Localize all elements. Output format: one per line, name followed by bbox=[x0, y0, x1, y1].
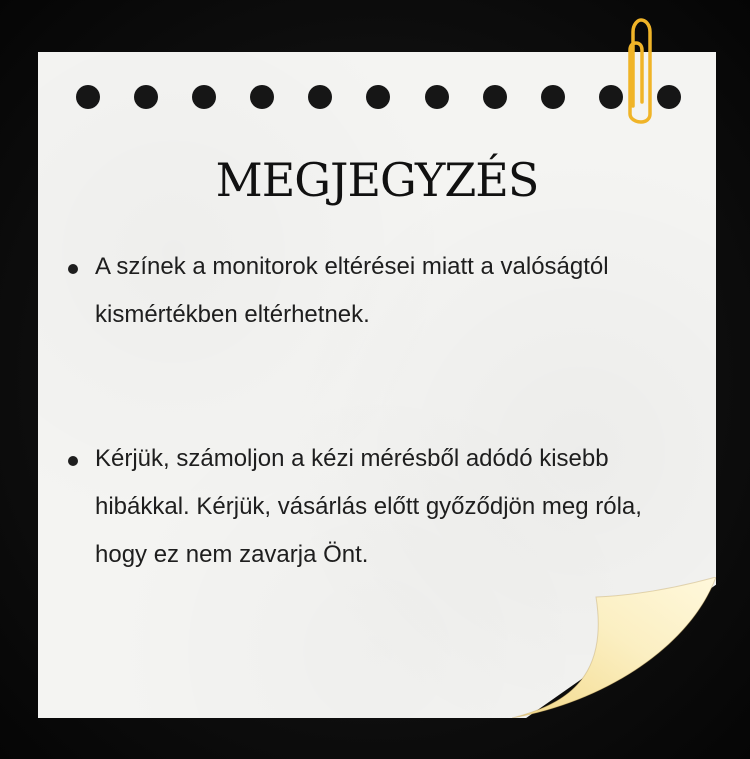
punch-hole-icon bbox=[541, 85, 565, 109]
punch-hole-icon bbox=[657, 85, 681, 109]
punch-hole-icon bbox=[366, 85, 390, 109]
paperclip-icon bbox=[624, 18, 658, 124]
list-item bbox=[64, 243, 644, 339]
note-text: Kérjük, számoljon a kézi mérésből adódó kisebb hibákkal. Kérjük, vásárlás előtt győződjön meg róla, hogy ez nem zavarja Önt. bbox=[95, 445, 642, 568]
punch-hole-icon bbox=[192, 85, 216, 109]
note-list bbox=[64, 243, 644, 579]
note-text: A színek a monitorok eltérései miatt a valóságtól kismértékben eltérhetnek. bbox=[95, 253, 609, 328]
punch-hole-icon bbox=[425, 85, 449, 109]
bullet-icon bbox=[68, 264, 78, 274]
punch-hole-icon bbox=[76, 85, 100, 109]
punch-hole-icon bbox=[483, 85, 507, 109]
punch-hole-icon bbox=[599, 85, 623, 109]
note-title: MEGJEGYZÉS bbox=[215, 153, 539, 207]
bullet-icon bbox=[68, 456, 78, 466]
punch-hole-icon bbox=[134, 85, 158, 109]
list-item bbox=[64, 435, 644, 579]
punch-hole-icon bbox=[308, 85, 332, 109]
punch-holes bbox=[76, 85, 681, 109]
page-curl bbox=[512, 577, 716, 718]
punch-hole-icon bbox=[250, 85, 274, 109]
